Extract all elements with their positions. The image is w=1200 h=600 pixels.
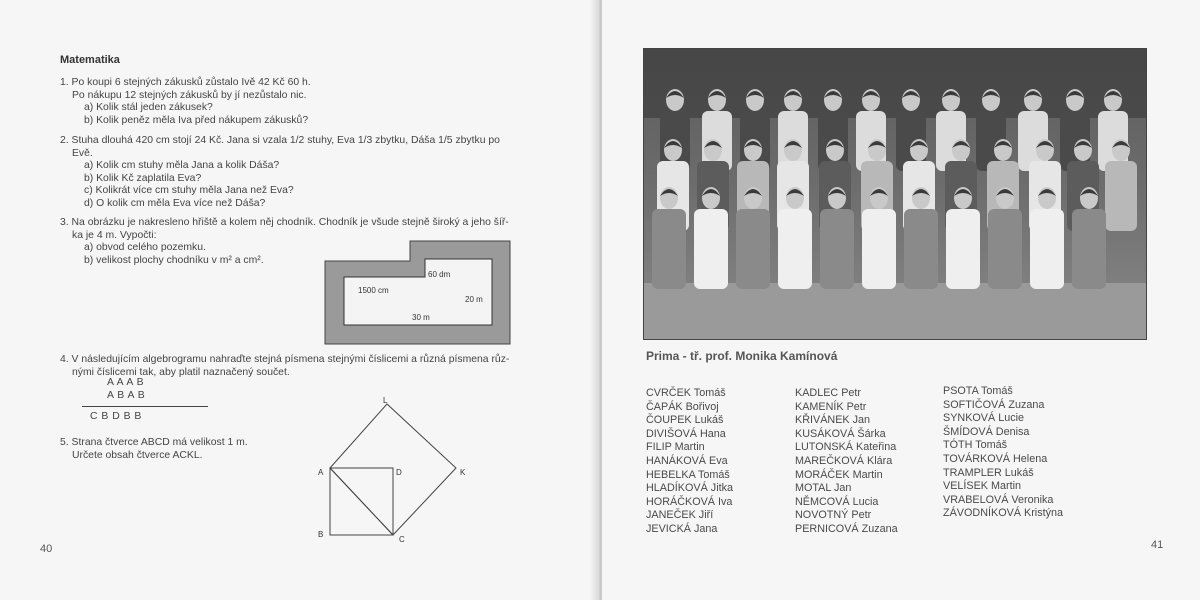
student-name: KUSÁKOVÁ Šárka xyxy=(795,427,886,440)
student-name: ŠMÍDOVÁ Denisa xyxy=(943,425,1030,438)
page-number-right: 41 xyxy=(1151,539,1164,551)
student-figure-body xyxy=(988,209,1022,289)
student-name: ZÁVODNÍKOVÁ Kristýna xyxy=(943,507,1063,520)
student-name: SOFTIČOVÁ Zuzana xyxy=(943,398,1045,411)
student-name: PSOTA Tomáš xyxy=(943,385,1013,397)
student-figure-body xyxy=(652,209,686,289)
vertex-b: B xyxy=(318,530,324,539)
question-2 xyxy=(60,135,500,211)
diagonal-ac xyxy=(330,468,393,535)
names-column-2 xyxy=(795,387,898,537)
student-name: LUTONSKÁ Kateřina xyxy=(795,441,897,454)
student-name: VELÍSEK Martin xyxy=(943,480,1022,493)
student-figure-body xyxy=(694,209,728,289)
student-figure-body xyxy=(778,209,812,289)
sum-line xyxy=(82,406,208,407)
student-name: FILIP Martin xyxy=(646,441,705,454)
vertex-l: L xyxy=(383,396,388,405)
student-name: TRAMPLER Lukáš xyxy=(943,466,1034,479)
student-name: TÓTH Tomáš xyxy=(943,439,1007,452)
left-page xyxy=(0,0,598,600)
student-name: TOVÁRKOVÁ Helena xyxy=(943,452,1048,465)
algebrogram-sum: C B D B B xyxy=(90,411,142,422)
student-name: NOVOTNÝ Petr xyxy=(795,509,872,522)
student-figure-body xyxy=(1030,209,1064,289)
student-name: CVRČEK Tomáš xyxy=(646,387,726,399)
question-2-c: c) Kolikrát více cm stuhy měla Jana než Eva? xyxy=(84,185,294,197)
student-figure-body xyxy=(946,209,980,289)
label-1500cm: 1500 cm xyxy=(358,286,389,295)
student-name: HANÁKOVÁ Eva xyxy=(646,454,728,467)
question-2-d: d) O kolik cm měla Eva více než Dáša? xyxy=(84,197,266,209)
student-name: KŘIVÁNEK Jan xyxy=(795,414,871,427)
student-name: MAREČKOVÁ Klára xyxy=(795,454,893,467)
question-4 xyxy=(60,354,509,379)
question-1 xyxy=(60,77,311,127)
question-1-a: a) Kolik stál jeden zákusek? xyxy=(84,102,213,114)
student-figure-body xyxy=(904,209,938,289)
question-3-b: b) velikost plochy chodníku v m² a cm². xyxy=(84,254,264,266)
student-name: MORÁČEK Martin xyxy=(795,468,883,481)
lawn xyxy=(643,283,1147,340)
question-3-a: a) obvod celého pozemku. xyxy=(84,242,206,254)
student-name: VRABELOVÁ Veronika xyxy=(943,493,1054,506)
student-name: DIVIŠOVÁ Hana xyxy=(646,427,726,440)
question-5 xyxy=(60,437,248,462)
page-number-left: 40 xyxy=(40,543,53,555)
student-name: SYNKOVÁ Lucie xyxy=(943,412,1025,425)
student-name: HEBELKA Tomáš xyxy=(646,468,730,481)
student-figure-body xyxy=(1105,161,1137,231)
student-name: ČOUPEK Lukáš xyxy=(646,414,724,427)
question-2-line2: Evě. xyxy=(72,147,93,159)
question-2-line1: 2. Stuha dlouhá 420 cm stojí 24 Kč. Jana si vzala 1/2 stuhy, Eva 1/3 zbytku, Dáša 1/5 zbytku po xyxy=(60,135,500,146)
algebrogram-row2: A B A B xyxy=(107,389,146,401)
student-name: ČAPÁK Bořivoj xyxy=(646,400,719,413)
names-column-1 xyxy=(646,387,733,537)
vertex-d: D xyxy=(396,468,402,477)
question-2-a: a) Kolik cm stuhy měla Jana a kolik Dáša? xyxy=(84,160,280,172)
section-title: Matematika xyxy=(60,54,120,66)
names-column-3 xyxy=(943,385,1063,521)
student-figure-body xyxy=(820,209,854,289)
question-1-b: b) Kolik peněz měla Iva před nákupem zákusků? xyxy=(84,114,309,126)
vertex-a: A xyxy=(318,468,324,477)
student-figure-body xyxy=(1072,209,1106,289)
squares-diagram xyxy=(310,395,480,545)
student-figure-body xyxy=(736,209,770,289)
student-name: PERNICOVÁ Zuzana xyxy=(795,522,898,535)
student-name: HLADÍKOVÁ Jitka xyxy=(646,482,734,495)
student-name: HORÁČKOVÁ Iva xyxy=(646,495,733,508)
label-60dm: 60 dm xyxy=(428,270,451,279)
photo-caption: Prima - tř. prof. Monika Kamínová xyxy=(646,349,838,363)
question-4-line2: nými číslicemi tak, aby platil naznačený součet. xyxy=(72,366,290,378)
question-3-line2: ka je 4 m. Vypočti: xyxy=(72,229,157,241)
playground-diagram xyxy=(320,238,520,348)
student-name: MOTAL Jan xyxy=(795,482,852,495)
vertex-k: K xyxy=(460,468,466,477)
student-name: JEVICKÁ Jana xyxy=(646,522,718,535)
student-name: JANEČEK Jiří xyxy=(646,509,714,522)
algebrogram-row1: A A A B xyxy=(107,377,145,388)
class-photo xyxy=(643,48,1147,340)
student-name: KAMENÍK Petr xyxy=(795,400,867,413)
question-4-line1: 4. V následujícím algebrogramu nahraďte stejná písmena stejnými číslicemi a různá písmena růz- xyxy=(60,354,510,365)
question-2-b: b) Kolik Kč zaplatila Eva? xyxy=(84,172,202,184)
question-1-line2: Po nákupu 12 stejných zákusků by jí nezůstalo nic. xyxy=(72,89,307,101)
student-figure-body xyxy=(862,209,896,289)
student-name: NĚMCOVÁ Lucia xyxy=(795,495,879,508)
question-5-line1: 5. Strana čtverce ABCD má velikost 1 m. xyxy=(60,437,248,448)
student-name: KADLEC Petr xyxy=(795,387,862,399)
question-1-line1: 1. Po koupi 6 stejných zákusků zůstalo Ivě 42 Kč 60 h. xyxy=(60,77,311,88)
vertex-c: C xyxy=(399,535,405,544)
label-20m: 20 m xyxy=(465,295,483,304)
question-5-line2: Určete obsah čtverce ACKL. xyxy=(72,449,203,461)
label-30m: 30 m xyxy=(412,313,430,322)
algebrogram xyxy=(107,377,145,402)
question-3-line1: 3. Na obrázku je nakresleno hřiště a kolem něj chodník. Chodník je všude stejně široký a jeho šíř- xyxy=(60,217,509,228)
